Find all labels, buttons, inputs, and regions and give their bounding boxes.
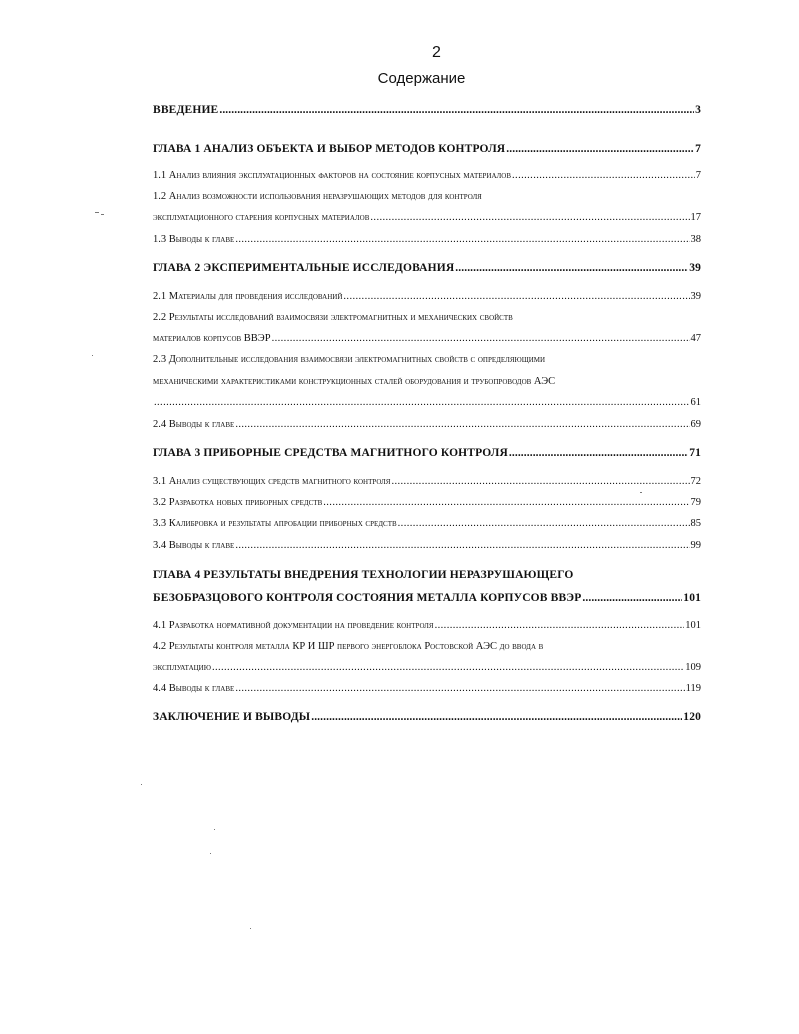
leader-dots [323, 497, 689, 508]
toc-entry-ch2 [153, 262, 701, 274]
toc-entry-label: эксплуатационного старения корпусных материалов [153, 212, 370, 223]
toc-entry-4-2-line1 [153, 641, 701, 652]
toc-entry-label: эксплуатацию [153, 662, 211, 673]
toc-entry-3-2 [153, 497, 701, 508]
toc-entry-label: ГЛАВА 1 АНАЛИЗ ОБЪЕКТА И ВЫБОР МЕТОДОВ КОНТРОЛЯ [153, 143, 506, 155]
toc-entry-2-4 [153, 419, 701, 430]
toc-entry-label: 1.2 Анализ возможности использования неразрушающих методов для контроля [153, 191, 482, 202]
toc-entry-label: 3.3 Калибровка и результаты апробации приборных средств [153, 518, 397, 529]
toc-entry-ch3 [153, 447, 701, 459]
toc-entry-label: механическими характеристиками конструкционных сталей оборудования и трубопроводов АЭС [153, 376, 556, 387]
scan-speck [95, 212, 99, 213]
toc-entry-label: 2.3 Дополнительные исследования взаимосвязи электромагнитных свойств с определяющими [153, 354, 546, 365]
toc-entry-conclusion [153, 711, 701, 723]
toc-entry-page: 47 [690, 333, 701, 344]
leader-dots [509, 447, 688, 459]
leader-dots [506, 143, 694, 155]
scan-speck [101, 214, 104, 215]
toc-entry-label: ГЛАВА 2 ЭКСПЕРИМЕНТАЛЬНЫЕ ИССЛЕДОВАНИЯ [153, 262, 455, 274]
toc-entry-ch4-line1 [153, 569, 701, 581]
leader-dots [582, 592, 682, 604]
toc-entry-page: 101 [683, 592, 701, 604]
toc-entry-page: 71 [689, 447, 701, 459]
leader-dots [398, 518, 690, 529]
toc-entry-3-3 [153, 518, 701, 529]
leader-dots [212, 662, 684, 673]
toc-entry-page: 7 [695, 170, 701, 181]
toc-entry-page: 38 [690, 234, 701, 245]
toc-entry-page: 17 [690, 212, 701, 223]
toc-entry-2-1 [153, 291, 701, 302]
scan-speck [250, 928, 251, 929]
leader-dots [219, 104, 694, 116]
toc-entry-page: 39 [689, 262, 701, 274]
toc-entry-page: 109 [685, 662, 701, 673]
leader-dots [512, 170, 695, 181]
toc-entry-4-2 [153, 662, 701, 673]
toc-entry-page: 85 [690, 518, 701, 529]
scan-speck [210, 853, 211, 854]
toc-entry-label: 1.3 Выводы к главе [153, 234, 235, 245]
toc-entry-page: 99 [690, 540, 701, 551]
toc-entry-4-4 [153, 683, 701, 694]
leader-dots [235, 540, 689, 551]
leader-dots [235, 234, 689, 245]
toc-entry-1-3 [153, 234, 701, 245]
toc-entry-3-1 [153, 476, 701, 487]
toc-entry-2-3-line2 [153, 376, 701, 387]
toc-entry-label: 2.2 Результаты исследований взаимосвязи электромагнитных и механических свойств [153, 312, 513, 323]
toc-entry-label: 4.2 Результаты контроля металла КР И ШР первого энергоблока Ростовской АЭС до ввода в [153, 641, 544, 652]
toc-entry-page: 61 [690, 397, 701, 408]
toc-entry-4-1 [153, 620, 701, 631]
toc-entry-1-2-line1 [153, 191, 701, 202]
toc-entry-page: 69 [690, 419, 701, 430]
toc-entry-2-2 [153, 333, 701, 344]
leader-dots [154, 397, 690, 408]
toc-entry-intro [153, 104, 701, 116]
toc-title: Содержание [377, 70, 466, 87]
scan-speck [640, 492, 642, 493]
leader-dots [391, 476, 689, 487]
page-number: 2 [432, 44, 441, 61]
toc-entry-ch4 [153, 592, 701, 604]
leader-dots [455, 262, 688, 274]
toc-entry-3-4 [153, 540, 701, 551]
leader-dots [343, 291, 689, 302]
toc-entry-1-2 [153, 212, 701, 223]
toc-entry-label: 3.1 Анализ существующих средств магнитного контроля [153, 476, 391, 487]
toc-entry-page: 120 [683, 711, 701, 723]
toc-entry-page: 101 [685, 620, 701, 631]
toc-entry-label: 3.4 Выводы к главе [153, 540, 235, 551]
toc-entry-page: 119 [685, 683, 701, 694]
toc-entry-label: 2.4 Выводы к главе [153, 419, 235, 430]
toc-entry-label: 4.4 Выводы к главе [153, 683, 235, 694]
toc-entry-page: 39 [690, 291, 701, 302]
leader-dots [272, 333, 690, 344]
leader-dots [435, 620, 685, 631]
toc-entry-label: материалов корпусов ВВЭР [153, 333, 271, 344]
leader-dots [370, 212, 689, 223]
toc-entry-page: 3 [695, 104, 701, 116]
toc-entry-2-3-line1 [153, 354, 701, 365]
toc-entry-label: ЗАКЛЮЧЕНИЕ И ВЫВОДЫ [153, 711, 311, 723]
toc-entry-label: 2.1 Материалы для проведения исследований [153, 291, 343, 302]
leader-dots [311, 711, 682, 723]
toc-entry-page: 7 [695, 143, 701, 155]
toc-entry-label: 1.1 Анализ влияния эксплуатационных факторов на состояние корпусных материалов [153, 170, 512, 181]
toc-entry-1-1 [153, 170, 701, 181]
toc-entry-page: 79 [690, 497, 701, 508]
toc-entry-2-3 [153, 397, 701, 408]
toc-entry-label: 3.2 Разработка новых приборных средств [153, 497, 323, 508]
scan-speck [92, 355, 93, 356]
toc-entry-ch1 [153, 143, 701, 155]
leader-dots [235, 419, 689, 430]
toc-entry-label: ГЛАВА 4 РЕЗУЛЬТАТЫ ВНЕДРЕНИЯ ТЕХНОЛОГИИ НЕРАЗРУШАЮЩЕГО [153, 569, 574, 581]
scan-speck [214, 829, 215, 830]
toc-entry-page: 72 [690, 476, 701, 487]
scan-speck [141, 784, 142, 785]
toc-entry-label: ГЛАВА 3 ПРИБОРНЫЕ СРЕДСТВА МАГНИТНОГО КОНТРОЛЯ [153, 447, 508, 459]
toc-entry-label: БЕЗОБРАЗЦОВОГО КОНТРОЛЯ СОСТОЯНИЯ МЕТАЛЛА КОРПУСОВ ВВЭР [153, 592, 582, 604]
leader-dots [235, 683, 684, 694]
toc-entry-label: 4.1 Разработка нормативной документации на проведение контроля [153, 620, 434, 631]
toc-entry-2-2-line1 [153, 312, 701, 323]
toc-entry-label: ВВЕДЕНИЕ [153, 104, 219, 116]
